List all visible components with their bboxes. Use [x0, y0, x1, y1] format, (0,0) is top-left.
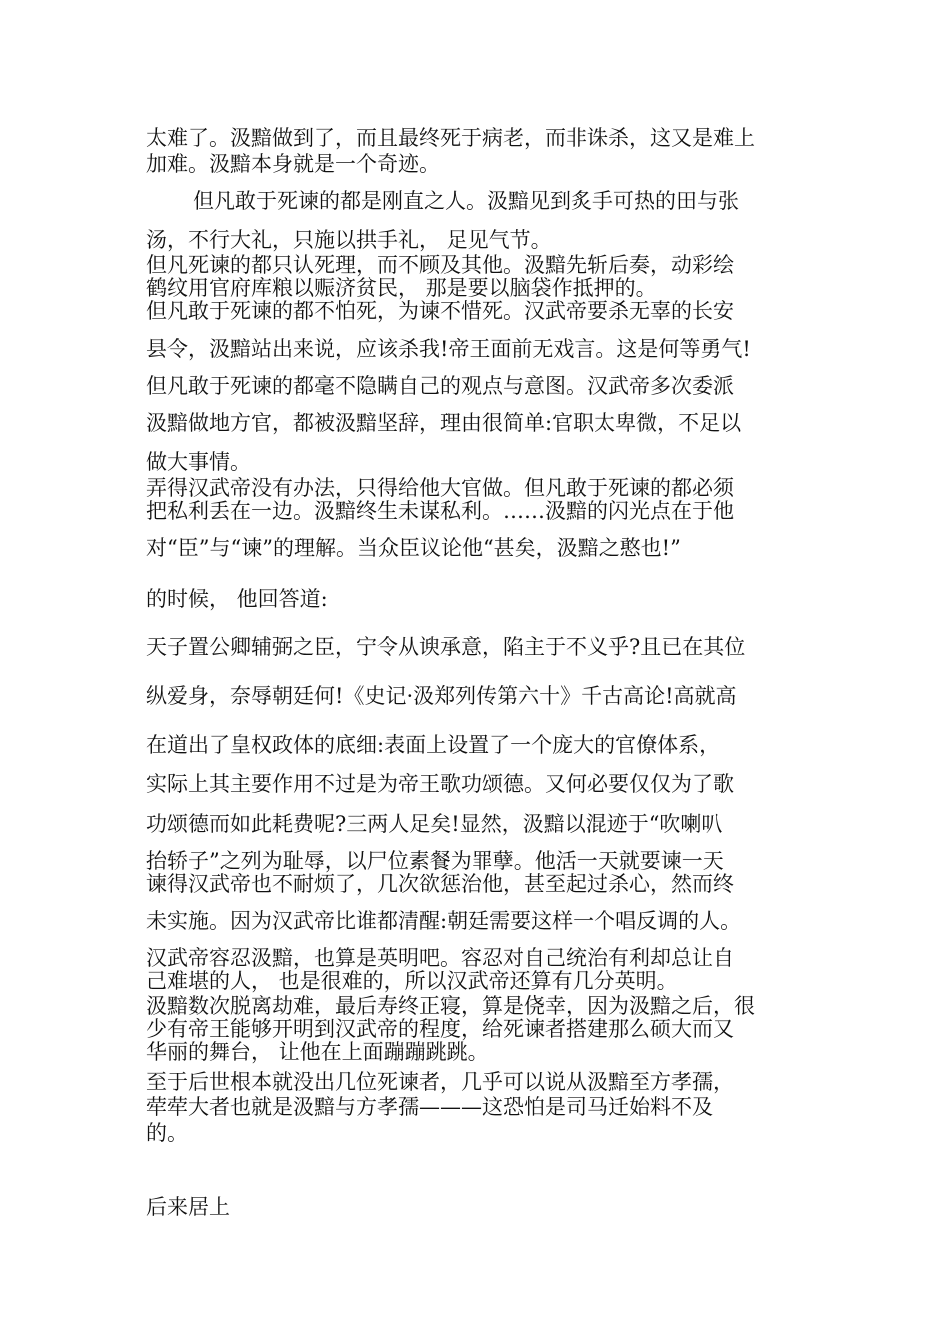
text-line: 但凡敢于死谏的都不怕死，为谏不惜死。汉武帝要杀无辜的长安: [146, 299, 734, 323]
text-line: 的。: [146, 1121, 188, 1145]
text-line: 但凡敢于死谏的都是刚直之人。汲黯见到炙手可热的田与张: [193, 189, 739, 213]
text-line: 至于后世根本就没出几位死谏者，几乎可以说从汲黯至方孝孺，: [146, 1070, 734, 1094]
text-line: 纵爱身，奈辱朝廷何!《史记·汲郑列传第六十》千古高论!高就高: [146, 684, 737, 708]
section-heading: 后来居上: [146, 1195, 230, 1219]
text-line: 在道出了皇权政体的底细:表面上设置了一个庞大的官僚体系，: [146, 733, 721, 757]
text-line: 少有帝王能够开明到汉武帝的程度，给死谏者搭建那么硕大而又: [146, 1017, 734, 1041]
text-line: 县令，汲黯站出来说，应该杀我!帝王面前无戏言。这是何等勇气!: [146, 337, 751, 361]
text-line: 汲黯做地方官，都被汲黯坚辞，理由很简单:官职太卑微，不足以: [146, 411, 742, 435]
text-line: 天子置公卿辅弼之臣，宁令从谀承意，陷主于不义乎?且已在其位: [146, 635, 746, 659]
text-line: 但凡死谏的都只认死理，而不顾及其他。汲黯先斩后奏，动彩绘: [146, 253, 734, 277]
text-line: 汤，不行大礼，只施以拱手礼， 足见气节。: [146, 228, 552, 252]
text-line: 对“臣”与“谏”的理解。当众臣议论他“甚矣，汲黯之憨也!”: [146, 536, 681, 560]
text-line: 谏得汉武帝也不耐烦了，几次欲惩治他，甚至起过杀心，然而终: [146, 872, 734, 896]
text-line: 太难了。汲黯做到了，而且最终死于病老，而非诛杀，这又是难上: [146, 126, 755, 150]
text-line: 鹤纹用官府库粮以赈济贫民， 那是要以脑袋作抵押的。: [146, 276, 657, 300]
text-line: 功颂德而如此耗费呢?三两人足矣!显然，汲黯以混迹于“吹喇叭: [146, 812, 723, 836]
text-line: 汉武帝容忍汲黯，也算是英明吧。容忍对自己统治有利却总让自: [146, 946, 734, 970]
text-line: 荦荦大者也就是汲黯与方孝孺———这恐怕是司马迁始料不及: [146, 1095, 713, 1119]
text-line: 己难堪的人， 也是很难的，所以汉武帝还算有几分英明。: [146, 969, 678, 993]
text-line: 未实施。因为汉武帝比谁都清醒:朝廷需要这样一个唱反调的人。: [146, 909, 742, 933]
text-line: 但凡敢于死谏的都毫不隐瞒自己的观点与意图。汉武帝多次委派: [146, 374, 734, 398]
text-line: 的时候， 他回答道:: [146, 587, 328, 611]
text-line: 弄得汉武帝没有办法，只得给他大官做。但凡敢于死谏的都必须: [146, 476, 734, 500]
text-line: 抬轿子”之列为耻辱，以尸位素餐为罪孽。他活一天就要谏一天: [146, 849, 724, 873]
text-line: 做大事情。: [146, 450, 251, 474]
text-line: 华丽的舞台， 让他在上面蹦蹦跳跳。: [146, 1040, 489, 1064]
text-line: 把私利丢在一边。汲黯终生未谋私利。……汲黯的闪光点在于他: [146, 499, 734, 523]
text-line: 汲黯数次脱离劫难，最后寿终正寝，算是侥幸，因为汲黯之后，很: [146, 994, 755, 1018]
text-line: 加难。汲黯本身就是一个奇迹。: [146, 152, 440, 176]
text-line: 实际上其主要作用不过是为帝王歌功颂德。又何必要仅仅为了歌: [146, 772, 734, 796]
